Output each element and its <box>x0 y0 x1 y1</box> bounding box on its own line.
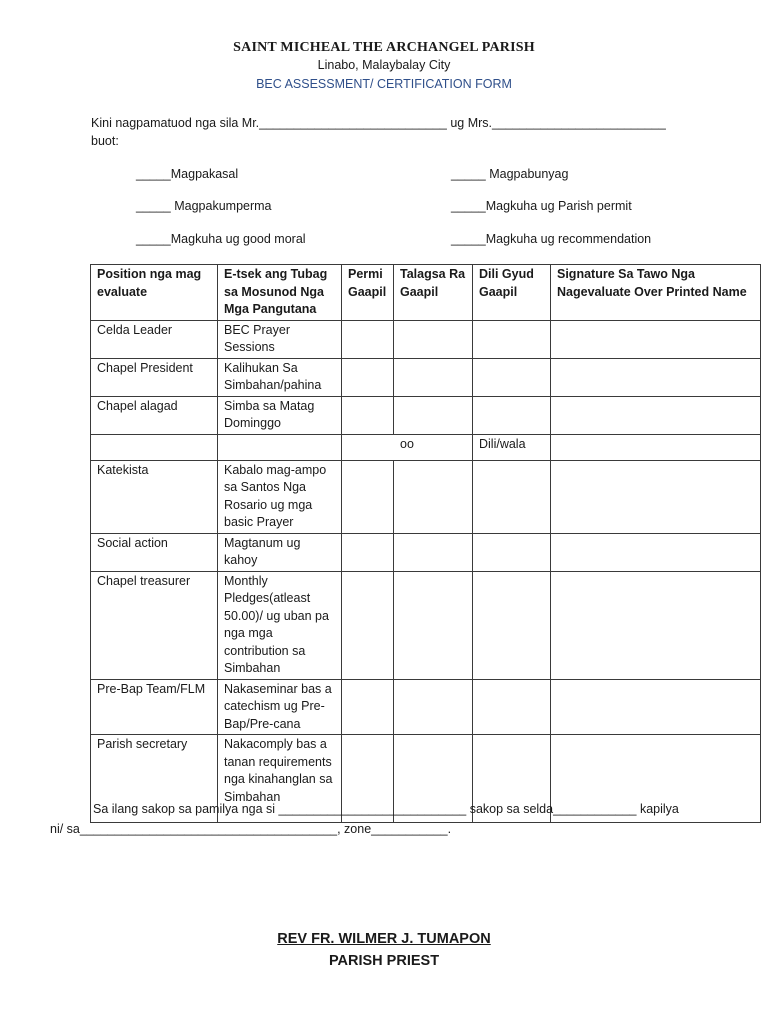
talagsa-cell[interactable] <box>394 320 473 358</box>
table-row <box>91 533 761 571</box>
signature-cell[interactable] <box>551 679 761 735</box>
row-question: Simba sa Matag Dominggo <box>218 396 342 434</box>
row-position: Katekista <box>91 460 218 533</box>
signatory-title: PARISH PRIEST <box>328 953 440 969</box>
row-question: Kabalo mag-ampo sa Santos Nga Rosario ug mga basic Prayer <box>218 460 342 533</box>
permi-cell[interactable] <box>342 460 394 533</box>
table-row <box>91 320 761 358</box>
signatory-name: REV FR. WILMER J. TUMAPON <box>277 931 491 947</box>
talagsa-cell[interactable] <box>394 396 473 434</box>
header-question: E-tsek ang Tubag sa Mosunod Nga Mga Pangutana <box>218 265 342 321</box>
row-question: Monthly Pledges(atleast 50.00)/ ug uban pa nga mga contribution sa Simbahan <box>218 571 342 679</box>
row-position: Pre-Bap Team/FLM <box>91 679 218 735</box>
chapel-zone-line: ni/ sa_____________________________________, zone___________. <box>50 822 452 836</box>
intro-line-2: buot: <box>91 134 119 148</box>
dili-cell[interactable] <box>473 358 551 396</box>
assessment-table <box>90 264 761 823</box>
talagsa-cell[interactable] <box>394 358 473 396</box>
row-position: Social action <box>91 533 218 571</box>
dili-cell[interactable] <box>473 571 551 679</box>
talagsa-cell[interactable] <box>394 460 473 533</box>
row-question: Magtanum ug kahoy <box>218 533 342 571</box>
table-header-row <box>91 265 761 321</box>
row-position: Chapel treasurer <box>91 571 218 679</box>
table-row <box>91 679 761 735</box>
row-position: Parish secretary <box>91 735 218 823</box>
dili-cell[interactable] <box>473 320 551 358</box>
header-position: Position nga mag evaluate <box>91 265 218 321</box>
row-position: Celda Leader <box>91 320 218 358</box>
option-parish-permit: _____Magkuha ug Parish permit <box>451 199 632 213</box>
table-row <box>91 571 761 679</box>
talagsa-cell[interactable] <box>394 571 473 679</box>
dili-cell[interactable] <box>473 460 551 533</box>
row-position: Chapel alagad <box>91 396 218 434</box>
option-magpakasal: _____Magpakasal <box>136 167 239 181</box>
table-row <box>91 460 761 533</box>
signature-cell[interactable] <box>551 358 761 396</box>
row-question: Nakaseminar bas a catechism ug Pre-Bap/Pre-cana <box>218 679 342 735</box>
permi-cell[interactable] <box>342 679 394 735</box>
family-member-line: Sa ilang sakop sa pamilya nga si ___________________________ sakop sa selda____________ kapilya <box>93 802 679 816</box>
signature-cell[interactable] <box>551 571 761 679</box>
row-question: Nakacomply bas a tanan requirements nga kinahanglan sa Simbahan <box>218 735 342 823</box>
parish-location: Linabo, Malaybalay City <box>317 58 451 72</box>
row-position: Chapel President <box>91 358 218 396</box>
dili-cell[interactable] <box>473 533 551 571</box>
header-dili: Dili Gyud Gaapil <box>473 265 551 321</box>
option-magpakumperma: _____ Magpakumperma <box>136 199 272 213</box>
talagsa-cell[interactable] <box>394 679 473 735</box>
row-question: Kalihukan Sa Simbahan/pahina <box>218 358 342 396</box>
header-signature: Signature Sa Tawo Nga Nagevaluate Over Printed Name <box>551 265 761 321</box>
signature-cell[interactable] <box>551 396 761 434</box>
table-row <box>91 358 761 396</box>
answer-yes: oo <box>342 434 473 460</box>
header-permi: Permi Gaapil <box>342 265 394 321</box>
permi-cell[interactable] <box>342 571 394 679</box>
header-talagsa: Talagsa Ra Gaapil <box>394 265 473 321</box>
permi-cell[interactable] <box>342 358 394 396</box>
permi-cell[interactable] <box>342 320 394 358</box>
permi-cell[interactable] <box>342 533 394 571</box>
parish-name: SAINT MICHEAL THE ARCHANGEL PARISH <box>233 40 535 55</box>
signature-cell[interactable] <box>551 460 761 533</box>
dili-cell[interactable] <box>473 396 551 434</box>
intro-line-1: Kini nagpamatuod nga sila Mr.___________________________ ug Mrs._________________________ <box>91 116 666 130</box>
talagsa-cell[interactable] <box>394 533 473 571</box>
table-row <box>91 396 761 434</box>
option-recommendation: _____Magkuha ug recommendation <box>451 232 652 246</box>
option-magpabunyag: _____ Magpabunyag <box>451 167 569 181</box>
dili-cell[interactable] <box>473 679 551 735</box>
answer-no: Dili/wala <box>473 434 551 460</box>
signature-cell[interactable] <box>551 533 761 571</box>
row-question: BEC Prayer Sessions <box>218 320 342 358</box>
signature-cell[interactable] <box>551 320 761 358</box>
form-title: BEC ASSESSMENT/ CERTIFICATION FORM <box>256 77 512 91</box>
permi-cell[interactable] <box>342 396 394 434</box>
option-good-moral: _____Magkuha ug good moral <box>136 232 306 246</box>
answer-key-row <box>91 434 761 460</box>
